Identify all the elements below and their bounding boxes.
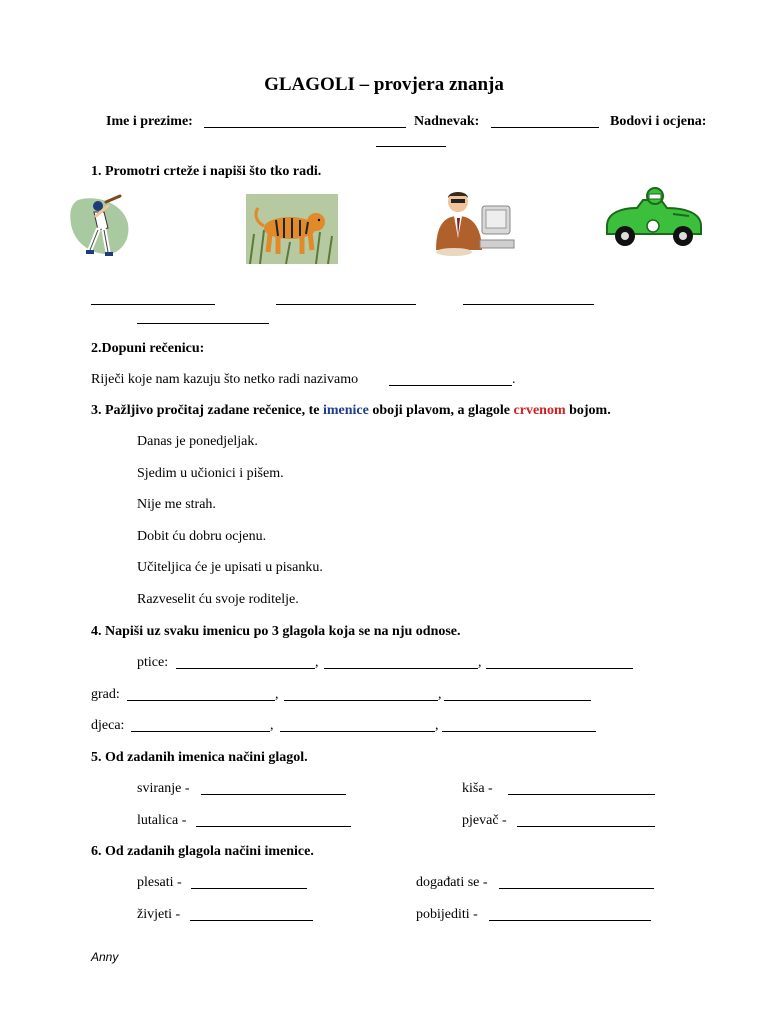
date-field[interactable] [491,127,599,128]
q6-item-label: pobijediti - [416,907,478,922]
q3-sentence: Razveselit ću svoje roditelje. [137,592,299,607]
points-label: Bodovi i ocjena: [610,114,707,129]
q3-heading: 3. Pažljivo pročitaj zadane rečenice, te imenice oboji plavom, a glagole crvenom bojom. [91,403,611,418]
q4-answer-field[interactable] [444,700,591,701]
tiger-icon [246,194,338,264]
q5-answer-field[interactable] [196,826,351,827]
q1-answer-field[interactable] [137,323,269,324]
q6-answer-field[interactable] [190,920,313,921]
q5-item-label: kiša - [462,781,493,796]
q6-answer-field[interactable] [191,888,307,889]
q3-sentence: Dobit ću dobru ocjenu. [137,529,267,544]
q4-heading: 4. Napiši uz svaku imenicu po 3 glagola koja se na nju odnose. [91,624,461,639]
nouns-word: imenice [322,403,369,418]
q6-item-label: plesati - [137,875,182,890]
q3-sentence: Učiteljica će je upisati u pisanku. [137,560,323,575]
q2-period: . [512,372,516,387]
q4-item-label: djeca: [91,718,125,733]
q2-sentence: Riječi koje nam kazuju što netko radi nazivamo [91,372,359,387]
q5-heading: 5. Od zadanih imenica načini glagol. [91,750,308,765]
footer-author: Anny [91,950,119,964]
q4-item-label: grad: [91,687,120,702]
q3-sentence: Danas je ponedjeljak. [137,434,258,449]
q5-answer-field[interactable] [517,826,655,827]
q5-item-label: lutalica - [137,813,187,828]
q3-sentence: Nije me strah. [137,497,216,512]
name-field[interactable] [204,127,406,128]
verbs-word: crvenom [513,403,566,418]
name-label: Ime i prezime: [106,114,193,129]
q4-answer-field[interactable] [486,668,633,669]
race-car-icon [603,186,705,248]
date-label: Nadnevak: [414,114,480,129]
q4-answer-field[interactable] [284,700,438,701]
q5-item-label: pjevač - [462,813,507,828]
q4-answer-field[interactable] [131,731,270,732]
q1-heading: 1. Promotri crteže i napiši što tko radi. [91,164,322,179]
q4-answer-field[interactable] [280,731,435,732]
q1-answer-field[interactable] [463,304,594,305]
baseball-player-icon [68,194,132,260]
q4-answer-field[interactable] [324,668,478,669]
q4-answer-field[interactable] [127,700,275,701]
q6-item-label: živjeti - [137,907,181,922]
q6-answer-field[interactable] [489,920,651,921]
q5-answer-field[interactable] [201,794,346,795]
q6-answer-field[interactable] [499,888,654,889]
q2-heading: 2.Dopuni rečenicu: [91,341,205,356]
q3-sentence: Sjedim u učionici i pišem. [137,466,284,481]
q4-answer-field[interactable] [442,731,596,732]
q4-item-label: ptice: [137,655,169,670]
q5-answer-field[interactable] [508,794,655,795]
page-title: GLAGOLI – provjera znanja [264,74,504,95]
q6-heading: 6. Od zadanih glagola načini imenice. [91,844,314,859]
q1-answer-field[interactable] [276,304,416,305]
q6-item-label: događati se - [416,875,488,890]
q2-answer-field[interactable] [389,385,512,386]
q5-item-label: sviranje - [137,781,190,796]
man-at-computer-icon [430,186,516,260]
q4-answer-field[interactable] [176,668,315,669]
points-field[interactable] [376,146,446,147]
q1-answer-field[interactable] [91,304,215,305]
